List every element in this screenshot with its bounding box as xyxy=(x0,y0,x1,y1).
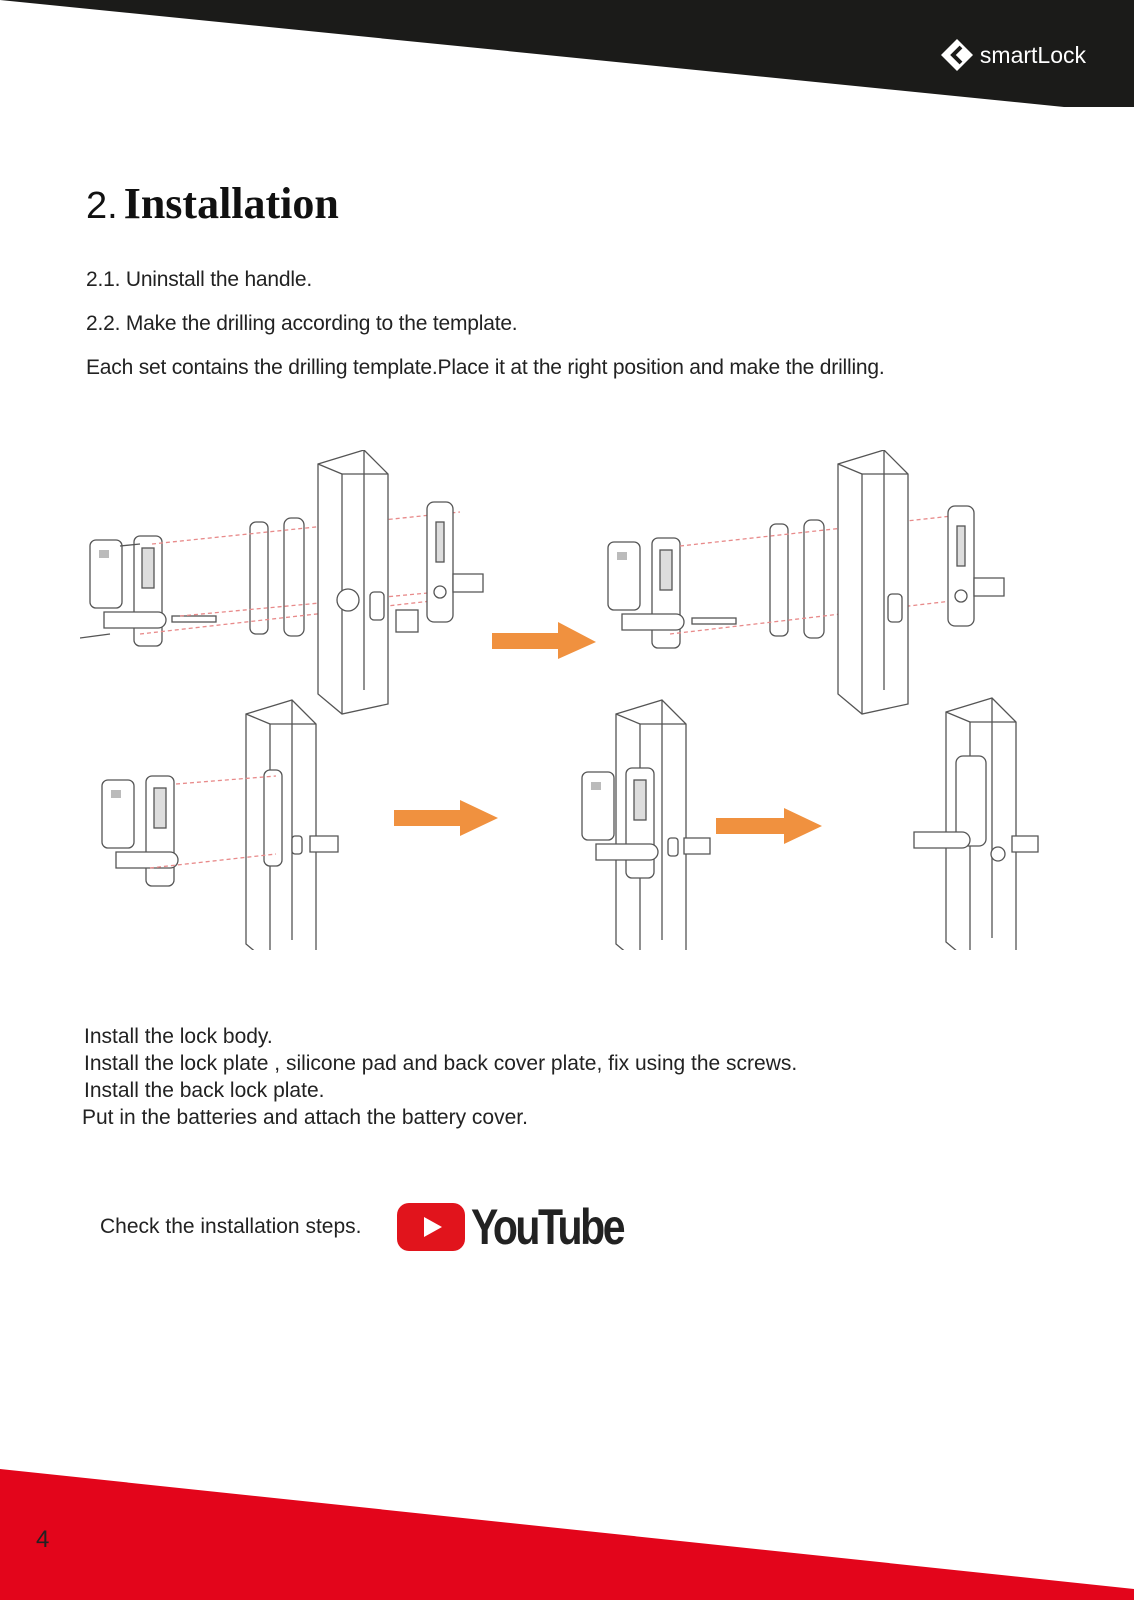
youtube-play-icon xyxy=(397,1203,465,1251)
step-item: Install the lock body. xyxy=(84,1025,273,1048)
smartlock-logo-icon xyxy=(940,38,974,72)
section-title-text: Installation xyxy=(123,179,339,228)
youtube-wordmark: YouTube xyxy=(471,1199,624,1255)
step-complete-lock xyxy=(914,756,1038,861)
step-installed-front xyxy=(582,768,710,878)
installation-steps xyxy=(84,1023,797,1131)
section-number: 2. xyxy=(86,185,118,227)
arrow-right-icon xyxy=(492,622,596,659)
video-link-row xyxy=(100,1198,657,1256)
installation-diagram xyxy=(80,450,1065,950)
arrow-right-icon xyxy=(394,800,498,836)
brand-name: smartLock xyxy=(979,41,1086,68)
section-title xyxy=(86,178,339,229)
door-panel-2 xyxy=(838,450,908,714)
step-item: Install the lock plate , silicone pad and back cover plate, fix using the screws. xyxy=(84,1052,798,1075)
exploded-view-assembled-front xyxy=(608,514,970,648)
arrow-right-icon xyxy=(716,808,822,844)
step-item: Put in the batteries and attach the battery cover. xyxy=(82,1106,528,1129)
footer-band xyxy=(0,1465,1134,1600)
step-drilling: 2.2. Make the drilling according to the template. xyxy=(86,312,518,335)
brand-logo xyxy=(940,38,1086,72)
youtube-link[interactable] xyxy=(397,1198,656,1256)
drilling-template-note: Each set contains the drilling template.Place it at the right position and make the drilling. xyxy=(86,356,885,379)
check-installation-text: Check the installation steps. xyxy=(100,1215,362,1238)
door-panel-1 xyxy=(318,450,388,714)
step-item: Install the back lock plate. xyxy=(84,1079,325,1102)
step-uninstall-handle: 2.1. Uninstall the handle. xyxy=(86,268,312,291)
page-number: 4 xyxy=(36,1526,50,1553)
